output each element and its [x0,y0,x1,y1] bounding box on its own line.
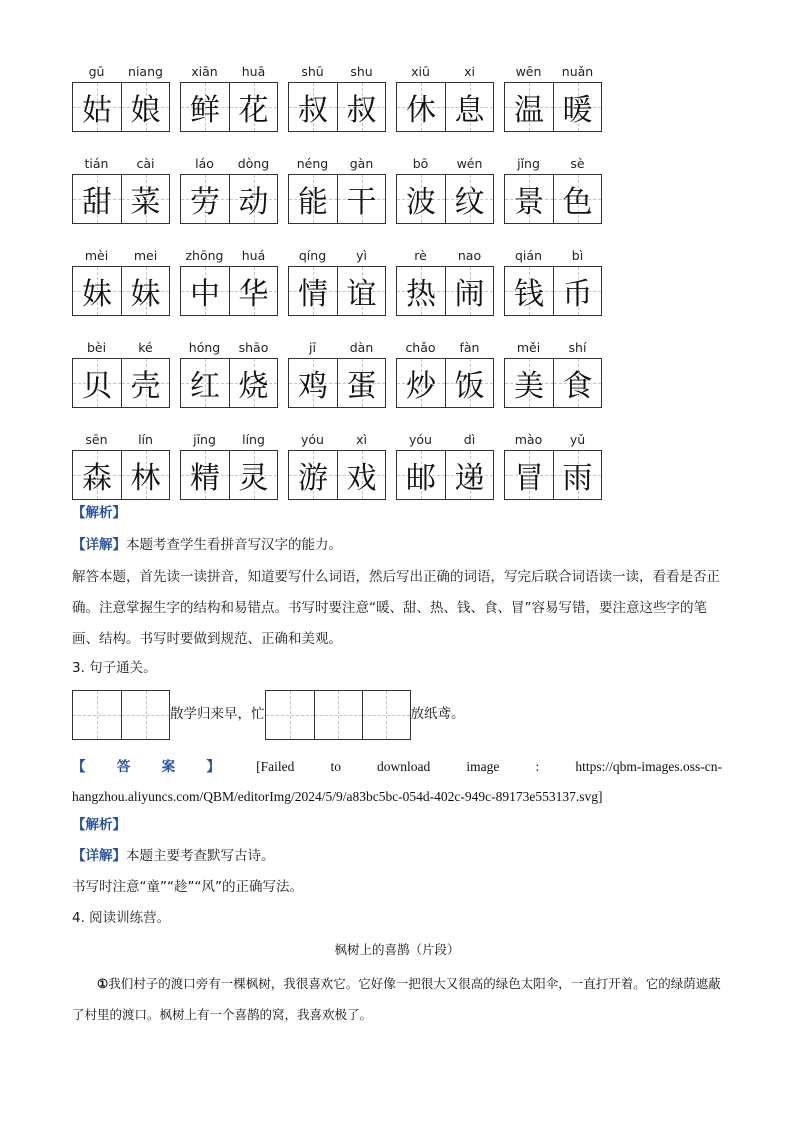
tianzige-box-pair [396,82,494,132]
pinyin-syllable: nao [457,248,482,263]
q3-answer-line [72,752,722,782]
tianzige-cell [289,267,337,315]
word-item [396,154,494,224]
answer-word: : [535,759,540,774]
pinyin-syllable: tián [84,156,109,171]
tianzige-cell [505,83,553,131]
hanzi-character: 菜 [130,185,161,220]
tianzige-box-pair [288,450,386,500]
pinyin-syllable: líng [242,432,265,447]
tianzige-box-pair [396,266,494,316]
q3-blank-1[interactable] [72,690,170,740]
word-item [180,338,278,408]
tianzige-cell [553,267,601,315]
pinyin-row [72,430,170,450]
pinyin-row [180,430,278,450]
tianzige-box-pair [504,174,602,224]
pinyin-row [288,338,386,358]
hanzi-character: 精 [190,461,220,496]
tianzige-cell [73,451,121,499]
hanzi-character: 姑 [82,93,112,128]
tianzige-cell [181,267,229,315]
pinyin-syllable: mèi [84,248,109,263]
answer-tag-char: 答 [116,759,131,775]
blank-cell[interactable] [73,691,121,739]
passage-paragraph [72,968,724,1030]
pinyin-row [288,62,386,82]
word-item [504,246,602,316]
hanzi-character: 鸡 [298,369,328,404]
tianzige-cell [181,359,229,407]
word-item [288,62,386,132]
pinyin-syllable: ké [138,340,153,355]
hanzi-character: 闹 [454,277,485,312]
tianzige-box-pair [396,450,494,500]
hanzi-character: 林 [130,461,161,496]
tianzige-cell [181,83,229,131]
hanzi-character: 美 [514,369,544,404]
pinyin-row [396,154,494,174]
q2-explanation: 解答本题，首先读一读拼音，知道要写什么词语，然后写出正确的词语，写完后联合词语读一读，看看是否正确。注意掌握生字的结构和易错点。书写时要注意“暖、甜、热、钱、食、冒”容易写错，要注意这些字的笔画、结构。书写时要做到规范、正确和美观。 [72,569,720,647]
pinyin-row [72,338,170,358]
tianzige-cell [229,267,277,315]
paragraph-number-1: ① [97,976,109,991]
pinyin-row [504,246,602,266]
q2-detail-text: 本题考查学生看拼音写汉字的能力。 [126,537,342,553]
blank-cell[interactable] [121,691,169,739]
pinyin-syllable: cài [136,156,155,171]
tianzige-cell [505,175,553,223]
pinyin-row [396,62,494,82]
hanzi-character: 烧 [238,369,269,404]
tianzige-cell [289,359,337,407]
hanzi-character: 动 [238,185,269,220]
word-item [72,430,170,500]
hanzi-character: 纹 [454,185,485,220]
q3-detail-tag: 【详解】 [72,848,126,864]
tianzige-box-pair [504,266,602,316]
q3-blank-2[interactable] [265,690,411,740]
hanzi-character: 花 [238,93,269,128]
word-item [504,338,602,408]
q2-analysis-tag: 【解析】 [72,505,126,521]
tianzige-cell [553,175,601,223]
word-item [396,246,494,316]
tianzige-cell [397,175,445,223]
hanzi-character: 蛋 [346,369,377,404]
word-item [180,246,278,316]
pinyin-syllable: dòng [237,156,270,171]
tianzige-box-pair [396,174,494,224]
hanzi-character: 戏 [346,461,377,496]
tianzige-box-pair [72,450,170,500]
pinyin-syllable: nuǎn [561,64,594,79]
word-item [396,430,494,500]
word-item [288,430,386,500]
pinyin-syllable: gàn [349,156,374,171]
tianzige-box-pair [180,358,278,408]
hanzi-character: 劳 [190,185,220,220]
pinyin-row [180,154,278,174]
pinyin-row [72,246,170,266]
pinyin-syllable: wén [456,156,483,171]
tianzige-cell [553,359,601,407]
tianzige-box-pair [288,174,386,224]
pinyin-syllable: rè [414,248,427,263]
pinyin-syllable: niang [128,64,163,79]
answer-tag-char: 】 [206,759,220,775]
tianzige-box-pair [504,450,602,500]
answer-word: download [377,759,431,774]
hanzi-character: 贝 [82,369,112,404]
tianzige-box-pair [288,358,386,408]
pinyin-row [72,154,170,174]
passage-title: 枫树上的喜鹊（片段） [334,942,460,957]
hanzi-character: 波 [406,185,436,220]
tianzige-box-pair [180,82,278,132]
pinyin-word-grid [72,62,612,522]
word-item [504,62,602,132]
hanzi-character: 色 [562,185,593,220]
pinyin-row [288,430,386,450]
pinyin-syllable: shu [350,64,373,79]
tianzige-cell [229,83,277,131]
q2-detail [72,535,342,555]
hanzi-character: 鲜 [190,93,220,128]
hanzi-character: 休 [406,93,436,128]
tianzige-box-pair [180,266,278,316]
word-item [72,246,170,316]
answer-word: to [330,759,341,774]
tianzige-cell [73,267,121,315]
grid-row [72,62,612,132]
hanzi-character: 能 [298,185,328,220]
q3-fill-sentence [72,690,465,740]
q3-answer [72,752,722,812]
passage-text: 我们村子的渡口旁有一棵枫树，我很喜欢它。它好像一把很大又很高的绿色太阳伞，一直打开着。它的绿荫遮蔽了村里的渡口。枫树上有一个喜鹊的窝，我喜欢极了。 [72,976,721,1022]
hanzi-character: 森 [82,461,112,496]
tianzige-cell [229,175,277,223]
pinyin-syllable: měi [516,340,541,355]
tianzige-box-pair [72,174,170,224]
tianzige-cell [505,267,553,315]
pinyin-syllable: néng [296,156,329,171]
pinyin-syllable: sēn [85,432,108,447]
hanzi-character: 灵 [238,461,269,496]
pinyin-syllable: bì [571,248,584,263]
tianzige-cell [121,83,169,131]
hanzi-character: 妹 [130,277,161,312]
word-item [72,62,170,132]
word-item [288,246,386,316]
word-item [396,338,494,408]
answer-tag-char: 案 [161,759,176,775]
hanzi-character: 甜 [82,185,112,220]
pinyin-syllable: gū [88,64,105,79]
hanzi-character: 红 [190,369,220,404]
tianzige-cell [121,267,169,315]
pinyin-syllable: yì [356,248,367,263]
pinyin-row [180,246,278,266]
answer-url-start[interactable]: https://qbm-images.oss-cn- [575,759,722,774]
tianzige-cell [445,359,493,407]
tianzige-cell [289,175,337,223]
pinyin-row [288,246,386,266]
word-item [180,430,278,500]
pinyin-row [396,430,494,450]
tianzige-box-pair [180,174,278,224]
pinyin-syllable: láo [195,156,214,171]
pinyin-row [180,338,278,358]
hanzi-character: 邮 [406,461,436,496]
tianzige-cell [505,451,553,499]
pinyin-syllable: lín [138,432,153,447]
hanzi-character: 叔 [298,93,328,128]
answer-tag-char: 【 [72,759,86,775]
tianzige-cell [505,359,553,407]
pinyin-row [504,338,602,358]
answer-tag [72,752,220,782]
tianzige-cell [289,83,337,131]
pinyin-syllable: mei [133,248,158,263]
hanzi-character: 暖 [562,93,593,128]
hanzi-character: 情 [298,277,328,312]
q3-heading: 3. 句子通关。 [72,660,157,676]
q3-sentence-end: 放纸鸢。 [410,706,465,722]
q4-heading: 4. 阅读训练营。 [72,910,171,926]
tianzige-cell [229,359,277,407]
tianzige-box-pair [504,82,602,132]
tianzige-box-pair [504,358,602,408]
answer-word: [Failed [256,759,295,774]
hanzi-character: 中 [190,277,220,312]
tianzige-cell [445,267,493,315]
hanzi-character: 娘 [130,93,161,128]
hanzi-character: 冒 [514,461,544,496]
hanzi-character: 景 [514,185,544,220]
pinyin-syllable: chǎo [405,340,436,355]
hanzi-character: 叔 [346,93,377,128]
pinyin-syllable: mào [514,432,543,447]
q3-sentence-middle: 散学归来早，忙 [170,706,265,722]
tianzige-cell [445,451,493,499]
q3-note: 书写时注意“童”“趁”“风”的正确写法。 [72,879,303,895]
pinyin-syllable: huá [241,248,266,263]
tianzige-cell [289,451,337,499]
pinyin-row [180,62,278,82]
q2-detail-tag: 【详解】 [72,537,126,553]
q3-analysis-tag: 【解析】 [72,817,126,833]
grid-row [72,246,612,316]
tianzige-box-pair [72,266,170,316]
tianzige-cell [397,267,445,315]
blank-cell[interactable] [266,691,314,739]
pinyin-syllable: dì [463,432,476,447]
word-item [396,62,494,132]
pinyin-row [288,154,386,174]
pinyin-syllable: bèi [86,340,107,355]
tianzige-cell [73,359,121,407]
pinyin-syllable: dàn [349,340,374,355]
tianzige-cell [73,175,121,223]
pinyin-syllable: xi [464,64,475,79]
tianzige-cell [337,83,385,131]
word-item [180,62,278,132]
pinyin-syllable: jīng [193,432,216,447]
pinyin-row [504,430,602,450]
answer-url-rest[interactable]: hangzhou.aliyuncs.com/QBM/editorImg/2024/5/9/a83bc5bc-054d-402c-949c-89173e553137.svg] [72,789,603,804]
pinyin-syllable: qián [515,248,542,263]
pinyin-syllable: shí [568,340,587,355]
tianzige-cell [73,83,121,131]
tianzige-cell [337,267,385,315]
hanzi-character: 钱 [514,277,544,312]
pinyin-syllable: jī [309,340,316,355]
blank-cell[interactable] [314,691,362,739]
hanzi-character: 游 [298,461,328,496]
hanzi-character: 华 [238,277,269,312]
tianzige-cell [121,359,169,407]
hanzi-character: 妹 [82,277,112,312]
tianzige-cell [553,83,601,131]
grid-row [72,338,612,408]
blank-cell[interactable] [362,691,410,739]
tianzige-cell [337,451,385,499]
word-item [504,154,602,224]
hanzi-character: 息 [454,93,485,128]
word-item [504,430,602,500]
pinyin-row [504,154,602,174]
answer-word: image [466,759,500,774]
hanzi-character: 炒 [406,369,436,404]
pinyin-syllable: xì [356,432,367,447]
hanzi-character: 谊 [346,277,377,312]
pinyin-syllable: jǐng [517,156,540,171]
pinyin-syllable: huā [241,64,266,79]
pinyin-syllable: yóu [409,432,432,447]
pinyin-syllable: xiān [191,64,218,79]
tianzige-cell [181,451,229,499]
tianzige-cell [445,175,493,223]
tianzige-box-pair [288,266,386,316]
pinyin-syllable: hóng [188,340,221,355]
tianzige-cell [229,451,277,499]
pinyin-syllable: bō [412,156,429,171]
word-item [288,338,386,408]
tianzige-cell [553,451,601,499]
hanzi-character: 递 [454,461,485,496]
pinyin-syllable: yǔ [569,432,586,447]
pinyin-row [72,62,170,82]
tianzige-cell [121,451,169,499]
tianzige-cell [445,83,493,131]
hanzi-character: 干 [346,185,377,220]
word-item [288,154,386,224]
word-item [72,338,170,408]
pinyin-syllable: sè [570,156,585,171]
tianzige-cell [337,359,385,407]
grid-row [72,430,612,500]
hanzi-character: 温 [514,93,544,128]
pinyin-row [396,338,494,358]
pinyin-syllable: fàn [459,340,480,355]
pinyin-syllable: yóu [301,432,324,447]
tianzige-box-pair [72,82,170,132]
hanzi-character: 饭 [454,369,485,404]
tianzige-box-pair [396,358,494,408]
pinyin-row [504,62,602,82]
hanzi-character: 壳 [130,369,161,404]
tianzige-box-pair [72,358,170,408]
pinyin-syllable: zhōng [185,248,224,263]
hanzi-character: 热 [406,277,436,312]
tianzige-cell [397,83,445,131]
pinyin-syllable: shāo [238,340,269,355]
pinyin-row [396,246,494,266]
pinyin-syllable: wēn [515,64,542,79]
hanzi-character: 食 [562,369,593,404]
pinyin-syllable: qíng [298,248,327,263]
tianzige-cell [121,175,169,223]
tianzige-cell [337,175,385,223]
tianzige-cell [397,359,445,407]
word-item [72,154,170,224]
hanzi-character: 币 [562,277,593,312]
grid-row [72,154,612,224]
q3-detail [72,846,275,866]
tianzige-cell [181,175,229,223]
tianzige-box-pair [288,82,386,132]
pinyin-syllable: xiū [411,64,430,79]
tianzige-cell [397,451,445,499]
pinyin-syllable: shū [301,64,324,79]
word-item [180,154,278,224]
q3-detail-text: 本题主要考查默写古诗。 [126,848,275,864]
tianzige-box-pair [180,450,278,500]
hanzi-character: 雨 [562,461,593,496]
